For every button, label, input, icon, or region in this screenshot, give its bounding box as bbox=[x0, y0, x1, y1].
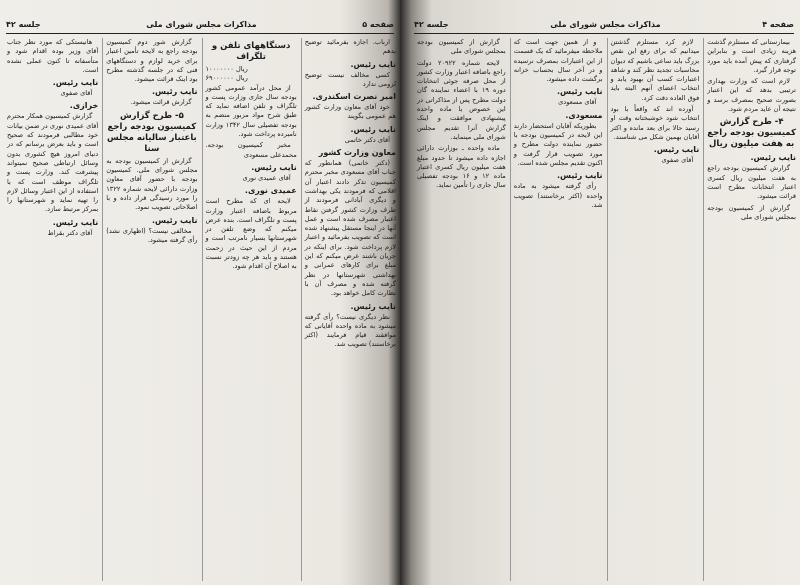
paragraph: خود آقای معاون وزارت کشور هم عمومی بگویند bbox=[304, 103, 396, 121]
paragraph: ماده واحده ـ بوزارت دارائی اجازه داده میشود تا حدود مبلغ هفت میلیون ریال کسری اعتبار ماده ۱۲ و ۱۶ بودجه تفصیلی سال جاری را تأمین نماید. bbox=[417, 144, 506, 190]
publication-title: مذاکرات مجلس شورای ملی bbox=[550, 19, 661, 29]
paragraph: ارباب. اجازه بفرمائید توضیح بدهم bbox=[304, 38, 396, 56]
section-heading: دستگاههای تلفن و تلگراف bbox=[211, 41, 291, 62]
paragraph: از محل درآمد عمومی کشور بودجه سال جاری وزارت پست و تلگراف و تلفن اضافه نماید که طبق شرح مواد مزبور منضم به بودجه تفصیلی سال ۱۳۴۲ وزارت نامبرده پرداخت شود. bbox=[205, 83, 297, 139]
header-rule bbox=[414, 33, 794, 34]
paragraph: لایحه شماره ۲۰۹۲۲ دولت راجع باضافه اعتبار وزارت کشور از محل صرفه جوئی انتخابات دوره ۱۹ با اعضاء نماینده گان دولت مطرح پس از مذاکراتی در این خصوص با ماده واحده پیشنهادی موافقت و اینک گزارش آنرا تقدیم مجلس شورای ملی مینماید. bbox=[417, 58, 506, 141]
paragraph: آقای صفوی bbox=[60, 89, 93, 98]
speaker-name: نایب رئیس. bbox=[557, 171, 603, 181]
page-header bbox=[6, 14, 394, 34]
page-number: صفحه ۵ bbox=[362, 19, 394, 29]
paragraph: آورده اند که واقعاً با بود انتخاب شود خوشبختانه وقت او رسید حالا برای بعد مانده و اکثر آقایان بهمین شکل می شناسند. bbox=[610, 105, 700, 141]
paragraph: و از همین جهت است که ملاحظه میفرمائید که یک قسمت از این اعتبارات بمصرف نرسیده و در آخر سال بحساب خزانه برگشت داده میشود. bbox=[513, 38, 603, 84]
text-column bbox=[301, 38, 396, 581]
speaker-name: نایب رئیس. bbox=[52, 217, 99, 227]
amount: ۶۹۰۰۰۰۰۰ ریال bbox=[205, 74, 248, 83]
paragraph: آقای دکتر خاتمی bbox=[344, 135, 390, 144]
page-right bbox=[400, 0, 800, 585]
speaker-name: نایب رئیس. bbox=[350, 124, 396, 134]
section-heading: ۵- طرح گزارش کمیسیون بودجه راجع باعتبار سالیانه مجلس سنا bbox=[106, 110, 197, 154]
paragraph: هانیستکی که مورد نظر جناب آقای وزیر بوده اقدام شود و متأسفانه تا کنون عملی نشده است. bbox=[7, 38, 99, 74]
speaker-name: نایب رئیس. bbox=[557, 87, 603, 97]
speaker-name: نایب رئیس. bbox=[750, 153, 796, 163]
paragraph: مخبر کمیسیون بودجه. محمدعلی مسعودی bbox=[205, 141, 297, 159]
header-rule bbox=[6, 33, 394, 34]
speaker-name: نایب رئیس. bbox=[251, 162, 297, 172]
speaker-name: نایب رئیس. bbox=[52, 78, 99, 88]
page-header bbox=[414, 14, 794, 34]
session-number: جلسه ۴۲ bbox=[414, 19, 449, 29]
paragraph: آقای مسعودی bbox=[558, 98, 597, 107]
speaker-name: مسعودی. bbox=[565, 110, 603, 120]
text-column bbox=[4, 38, 98, 581]
text-columns bbox=[4, 38, 396, 581]
amount: ۱۰۰۰۰۰۰۰ ریال bbox=[205, 65, 248, 73]
text-column bbox=[102, 38, 197, 581]
section-heading: ۴- طرح گزارش کمیسیون بودجه راجع به هفت میلیون ریال bbox=[707, 117, 796, 150]
paragraph: لایحه ای که مطرح است مربوط باضافه اعتبار وزارت پست و تلگراف است. بنده عرض میکنم که وضع تلفن در شهرستانها بسیار نامرتب است و مردم از این حیث در زحمت هستند و باید هر چه زودتر نسبت به اصلاح آن اقدام شود. bbox=[205, 197, 297, 271]
paragraph: گزارش شور دوم کمیسیون بودجه راجع به لایحه تأمین اعتبار برای خرید لوازم و دستگاههای فنی که در جلسه گذشته مطرح بود اینک قرائت میشود. bbox=[106, 38, 198, 84]
paragraph: بیمارستانی که مستلزم گذشت هزینه زیادی است و بنابراین گرفتاری که پیش آمده باید مورد توجه قرار گیرد. bbox=[707, 38, 796, 74]
speaker-name: نایب رئیس. bbox=[350, 59, 396, 69]
speaker-name: نایب رئیس. bbox=[152, 215, 198, 225]
speaker-name: معاون وزارت کشور bbox=[318, 148, 396, 158]
paragraph: کسی مخالف نیست توضیح لزومی ندارد bbox=[304, 70, 396, 88]
paragraph: مخالفی نیست؟ (اظهاری نشد) رأی گرفته میشود. bbox=[106, 226, 198, 244]
speaker-name: عمیدی نوری. bbox=[244, 186, 297, 196]
paragraph: لازم است که وزارت بهداری ترتیبی بدهد که این اعتبار بصورت صحیح بمصرف برسد و نتیجه آن عاید مردم شود. bbox=[707, 77, 796, 114]
text-column bbox=[703, 38, 796, 581]
text-column bbox=[414, 38, 506, 581]
paragraph: گزارش از کمیسیون بودجه به مجلس شورای ملی. کمیسیون بودجه با حضور آقای معاون وزارت دارائی لایحه شماره ۱۳۲۲ را مورد رسیدگی قرار داده و با اصلاحاتی تصویب نمود. bbox=[106, 156, 198, 212]
paragraph: بطوریکه آقایان استحضار دارند این لایحه در کمیسیون بودجه با حضور نماینده دولت مطرح و مورد تصویب قرار گرفت و اکنون تقدیم مجلس شده است. bbox=[513, 121, 603, 167]
paragraph: آقای صفوی bbox=[661, 156, 694, 165]
speaker-name: نایب رئیس. bbox=[350, 301, 396, 311]
paragraph: گزارش از کمیسیون بودجه بمجلس شورای ملی bbox=[417, 38, 506, 56]
text-column bbox=[510, 38, 603, 581]
session-number: جلسه ۴۲ bbox=[6, 19, 41, 29]
paragraph: گزارش قرائت میشود. bbox=[130, 98, 192, 107]
paragraph: نظر دیگری نیست؟ رأی گرفته میشود به ماده واحده آقایانی که موافقند قیام فرمایند (اکثر برخاستند) تصویب شد. bbox=[304, 312, 396, 349]
paragraph: (دکتر خاتمی) همانطور که جناب آقای مسعودی مخبر محترم کمیسیون تذکر دادند اعتبار آن اقلامی که فرمودند یکی بهداشت و دیگری آبادانی فرمودند از طرف وزارت کشور گرفتن نقاط اعتبار مصرف شده است و عمل آنها در اینجا مستقل پیشنهاد شده است که تصویب بفرمائید و اعتبار لازم پرداخت شود. برای اینکه در جریان باشند عرض میکنم که این مبلغ برای کارهای عمرانی و بهداشتی شهرستانها در نظر گرفته شده و مصرف آن با نظارت کامل خواهد بود. bbox=[304, 159, 396, 298]
paragraph: رأی گرفته میشود به ماده واحده (اکثر برخاستند) تصویب شد. bbox=[513, 182, 603, 209]
paragraph: لازم کرد مستلزم گذشتن میدانیم که برای رفع این نقص بزرگ باید ساعی باشیم که دیوان محاسبات تجدید نظر کند و شاهد اعتبارات کسب آن بهبود یابد و انتخاب اعضای آنهم البته باید فوق العاده دقت کرد. bbox=[610, 38, 700, 102]
paragraph: گزارش کمیسیون بودجه راجع به هفت میلیون ریال کسری اعتبار انتخابات مطرح است قرائت میشود. bbox=[707, 164, 796, 201]
text-columns bbox=[414, 38, 796, 581]
text-column bbox=[202, 38, 297, 581]
paragraph: گزارش از کمیسیون بودجه بمجلس شورای ملی bbox=[707, 203, 796, 221]
speaker-name: نایب رئیس. bbox=[653, 145, 700, 155]
speaker-name: نایب رئیس. bbox=[152, 87, 198, 97]
speaker-name: امیر نصرت اسکندری. bbox=[312, 92, 396, 102]
text-column bbox=[607, 38, 700, 581]
paragraph: آقای دکتر بقراط bbox=[47, 228, 93, 237]
paragraph: آقای عمیدی نوری bbox=[242, 173, 291, 182]
speaker-name: خرازی. bbox=[69, 101, 99, 111]
paragraph: گزارش کمیسیون همکار محترم آقای عمیدی نوری در ضمن بیانات خود مطالبی فرمودند که صحیح است و باید بعرض برسانم که در دنیای امروز هیچ کشوری بدون وسائل ارتباطی صحیح نمیتواند پیشرفت کند. وزارت پست و تلگراف موظف است که با استفاده از این اعتبار وسائل لازم را تهیه نماید و شهرستانها را بمرکز مرتبط سازد. bbox=[7, 112, 99, 214]
publication-title: مذاکرات مجلس شورای ملی bbox=[146, 19, 257, 29]
page-number: صفحه ۴ bbox=[762, 19, 794, 29]
